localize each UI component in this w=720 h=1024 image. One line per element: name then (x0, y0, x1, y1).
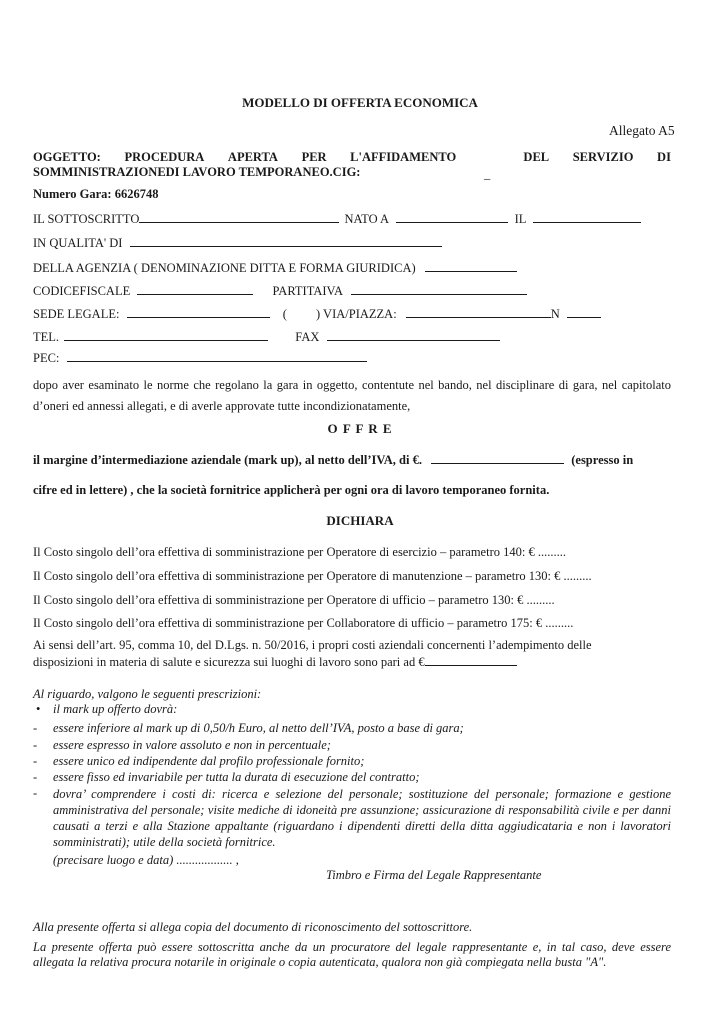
costo-line: Il Costo singolo dell’ora effettiva di somministrazione per Operatore di ufficio – parametro 130: € ......... (33, 593, 555, 607)
dash-icon: - (33, 786, 38, 800)
document-title: MODELLO DI OFFERTA ECONOMICA (242, 95, 478, 110)
offre-heading: O F F R E (327, 421, 393, 436)
oggetto-word: DEL (523, 150, 550, 164)
dichiara-heading: DICHIARA (326, 513, 394, 528)
timbro-firma: Timbro e Firma del Legale Rappresentante (326, 868, 542, 882)
n-label: N (550, 307, 560, 321)
sensi-line2 (33, 654, 517, 670)
sensi-text: disposizioni in materia di salute e sicurezza sui luoghi di lavoro sono pari ad € (33, 655, 425, 669)
procuratore-note: La presente offerta può essere sottoscritta anche da un procuratore del legale rappresentante e, in tal caso, deve essere allegata la relativa procura notarile in originale o copia autenticata, qualora non già compiegata nella busta "A". (33, 940, 671, 969)
oggetto-word: PROCEDURA (124, 150, 205, 164)
prescrizione-item: essere unico ed indipendente dal profilo professionale fornito; (53, 754, 365, 768)
oggetto-word: APERTA (227, 150, 278, 164)
margine-line1 (33, 452, 633, 468)
row-sottoscritto (33, 211, 641, 227)
agenzia-field[interactable] (425, 260, 517, 272)
oggetto-word: PER (301, 150, 327, 164)
margine-text: il margine d’intermediazione aziendale (mark up), al netto dell’IVA, di €. (33, 453, 422, 467)
margine-espresso: (espresso in (571, 453, 634, 467)
agenzia-label: DELLA AGENZIA ( DENOMINAZIONE DITTA E FORMA GIURIDICA) (33, 261, 416, 275)
margine-field[interactable] (431, 452, 564, 464)
prescrizioni-title: Al riguardo, valgono le seguenti prescrizioni: (33, 687, 262, 701)
oggetto-line2: SOMMINISTRAZIONEDI LAVORO TEMPORANEO.CIG: (33, 165, 361, 179)
costo-line: Il Costo singolo dell’ora effettiva di somministrazione per Operatore di esercizio – parametro 140: € ......... (33, 545, 566, 559)
via-piazza-field[interactable] (406, 306, 551, 318)
margine-line2: cifre ed in lettere) , che la società fornitrice applicherà per ogni ora di lavoro temporaneo fornita. (33, 483, 550, 497)
oggetto-dash: _ (484, 167, 491, 181)
intro-paragraph: dopo aver esaminato le norme che regolano la gara in oggetto, contentute nel bando, nel disciplinare di gara, nel capitolato d’oneri ed annessi allegati, e di averle approvate tutte incondizionatamente, (33, 378, 671, 413)
numero-gara: Numero Gara: 6626748 (33, 187, 159, 201)
dash-icon: - (33, 770, 38, 784)
tel-field[interactable] (64, 329, 268, 341)
oggetto-word: SERVIZIO (572, 150, 634, 164)
qualita-field[interactable] (130, 235, 442, 247)
partitaiva-label: PARTITAIVA (272, 284, 343, 298)
costo-line: Il Costo singolo dell’ora effettiva di somministrazione per Operatore di manutenzione – parametro 130: € ......... (33, 569, 592, 583)
sede-legale-field[interactable] (127, 306, 270, 318)
row-agenzia (33, 260, 517, 276)
pec-field[interactable] (67, 350, 367, 362)
nato-a-field[interactable] (396, 211, 508, 223)
bullet-icon: • (36, 702, 41, 716)
sensi-field[interactable] (425, 654, 517, 666)
pec-label: PEC: (33, 351, 60, 365)
prescrizione-item: essere espresso in valore assoluto e non in percentuale; (53, 738, 331, 752)
via-piazza-label: ) VIA/PIAZZA: (316, 307, 397, 321)
fax-field[interactable] (327, 329, 500, 341)
tel-label: TEL. (33, 330, 60, 344)
luogo-data: (precisare luogo e data) .................. , (53, 853, 239, 867)
dash-icon: - (33, 721, 38, 735)
costo-line: Il Costo singolo dell’ora effettiva di somministrazione per Collaboratore di ufficio – parametro 175: € ......... (33, 616, 574, 630)
sede-legale-label: SEDE LEGALE: (33, 307, 120, 321)
row-qualita (33, 235, 442, 251)
qualita-label: IN QUALITA' DI (33, 236, 123, 250)
civic-number-field[interactable] (567, 306, 601, 318)
il-label: IL (514, 212, 526, 226)
partitaiva-field[interactable] (351, 283, 527, 295)
sottoscritto-field[interactable] (139, 211, 339, 223)
row-codicefiscale (33, 283, 527, 299)
oggetto-word: L'AFFIDAMENTO (350, 150, 457, 164)
fax-label: FAX (295, 330, 320, 344)
nato-a-label: NATO A (344, 212, 389, 226)
bullet-item: il mark up offerto dovrà: (53, 702, 178, 716)
codicefiscale-label: CODICEFISCALE (33, 284, 131, 298)
codicefiscale-field[interactable] (137, 283, 253, 295)
row-pec (33, 350, 367, 366)
prescrizione-item: essere inferiore al mark up di 0,50/h Euro, al netto dell’IVA, posto a base di gara; (53, 721, 464, 735)
oggetto-label: OGGETTO: (33, 150, 101, 164)
prescrizione-item: essere fisso ed invariabile per tutta la durata di esecuzione del contratto; (53, 770, 420, 784)
row-sede-legale (33, 306, 601, 322)
oggetto-word: DI (657, 150, 671, 164)
dash-icon: - (33, 754, 38, 768)
oggetto-line1 (33, 150, 671, 165)
sottoscritto-label: IL SOTTOSCRITTO (33, 212, 140, 226)
allegato-label: Allegato A5 (609, 123, 675, 138)
dash-icon: - (33, 738, 38, 752)
paren-open: ( (282, 307, 287, 321)
allega-note: Alla presente offerta si allega copia del documento di riconoscimento del sottoscrittore. (33, 920, 473, 934)
sensi-line1: Ai sensi dell’art. 95, comma 10, del D.Lgs. n. 50/2016, i propri costi aziendali concernenti l’adempimento delle (33, 638, 592, 652)
prescrizione-item: dovra’ comprendere i costi di: ricerca e selezione del personale; sostituzione del personale; formazione e gestione amministrativa del personale; visite mediche di idoneità pre assunzione; assicurazione di responsabilità civile e per danni causati a terzi e alla Stazione appaltante (riguardano i dipendenti diretti della ditta aggiudicataria e non i lavoratori somministrati); utile della società fornitrice. (53, 787, 671, 849)
row-tel (33, 329, 500, 345)
date-field[interactable] (533, 211, 641, 223)
